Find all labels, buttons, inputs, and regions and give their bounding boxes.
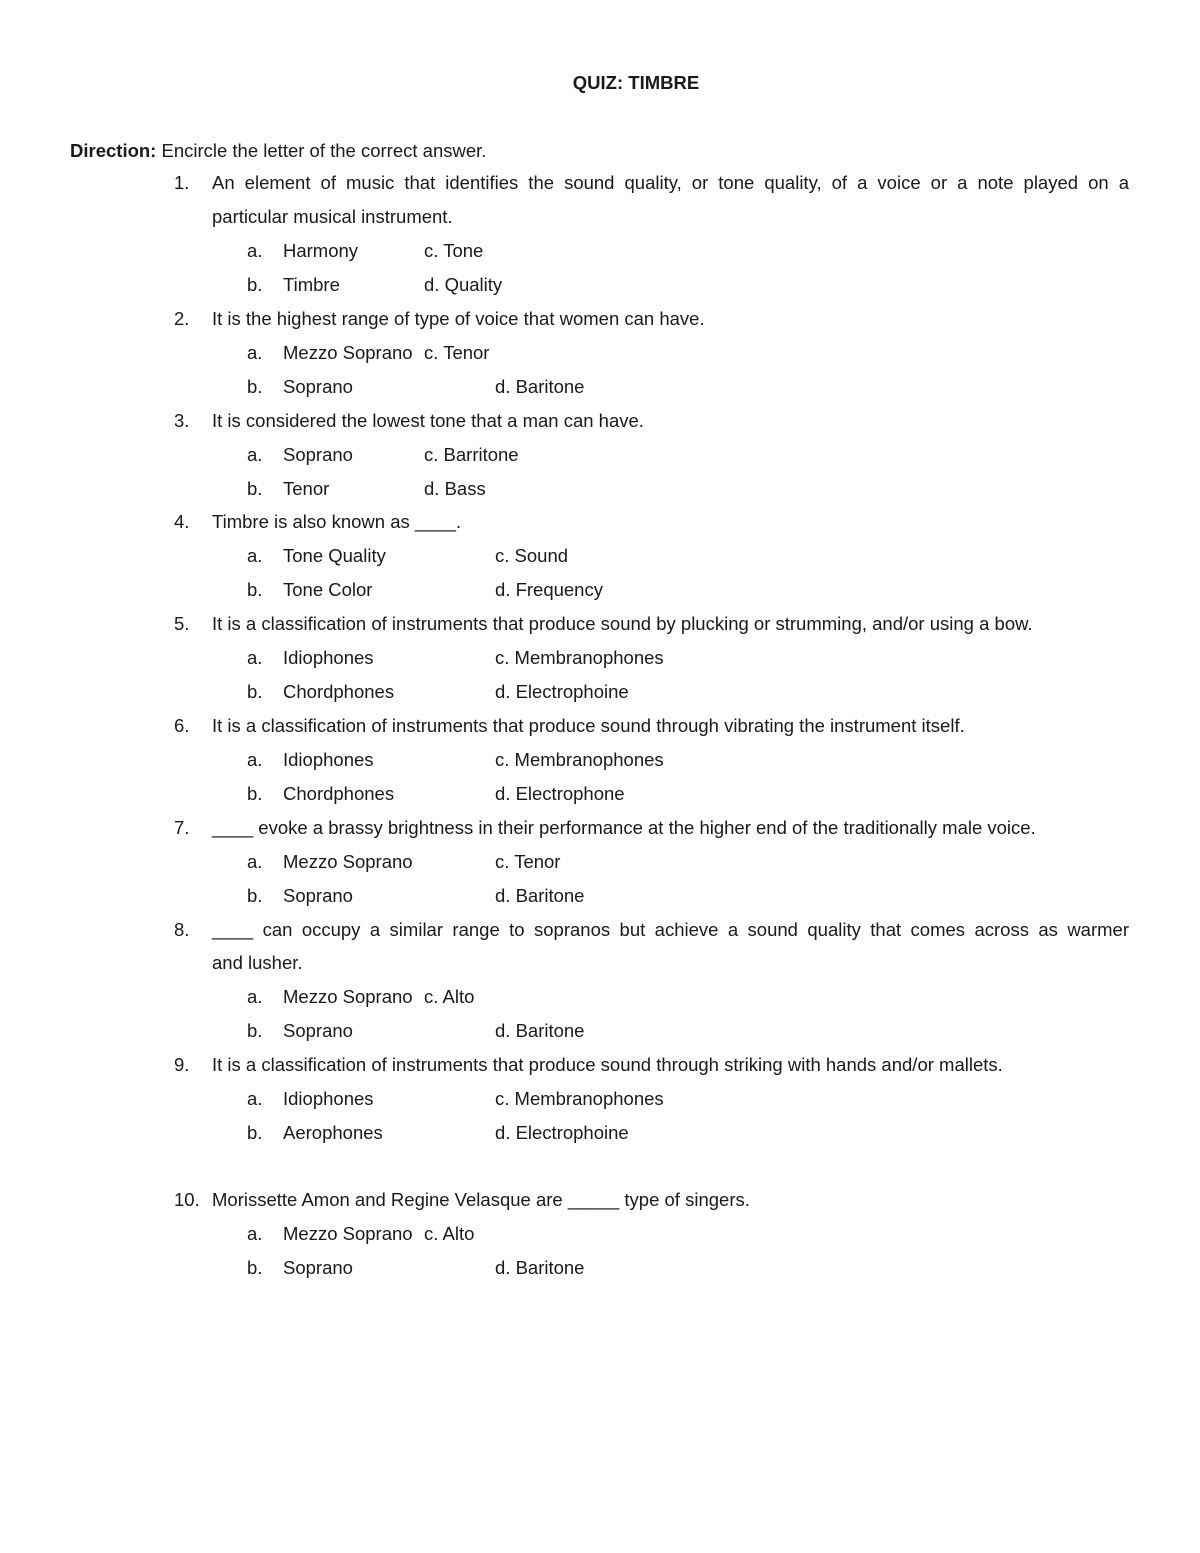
option-text: Soprano: [283, 1257, 353, 1278]
option-text: Mezzo Soprano: [283, 851, 413, 872]
option-text[interactable]: d. Electrophoine: [495, 1122, 629, 1143]
question-number: 5.: [174, 613, 190, 634]
question-text: It is the highest range of type of voice that women can have.: [212, 308, 705, 329]
option-text: Tone Color: [283, 579, 373, 600]
option-letter[interactable]: b.: [247, 1020, 263, 1041]
question-text: It is considered the lowest tone that a man can have.: [212, 410, 644, 431]
option-letter[interactable]: b.: [247, 579, 263, 600]
question-text: It is a classification of instruments that produce sound by plucking or strumming, and/or using a bow.: [212, 613, 1033, 634]
option-text[interactable]: d. Baritone: [495, 1020, 585, 1041]
option-letter[interactable]: a.: [247, 986, 263, 1007]
option-text: Chordphones: [283, 681, 395, 702]
option-text: Mezzo Soprano: [283, 1223, 413, 1244]
option-letter[interactable]: b.: [247, 1257, 263, 1278]
question-text: particular musical instrument.: [212, 206, 453, 227]
question-number: 1.: [174, 172, 190, 193]
question-number: 3.: [174, 410, 190, 431]
question-text: Timbre is also known as ____.: [212, 511, 462, 532]
option-text: Timbre: [283, 274, 340, 295]
option-text: Mezzo Soprano: [283, 342, 413, 363]
option-text: Soprano: [283, 885, 353, 906]
option-text[interactable]: d. Frequency: [495, 579, 603, 600]
page-title: QUIZ: TIMBRE: [572, 72, 700, 93]
question-text: It is a classification of instruments that produce sound through vibrating the instrument itself.: [212, 715, 965, 736]
option-text: Idiophones: [283, 1088, 374, 1109]
option-text[interactable]: c. Tenor: [424, 342, 490, 363]
option-text: Idiophones: [283, 749, 374, 770]
option-text[interactable]: c. Membranophones: [495, 647, 664, 668]
option-letter[interactable]: b.: [247, 1122, 263, 1143]
option-letter[interactable]: a.: [247, 240, 263, 261]
option-text[interactable]: d. Baritone: [495, 1257, 585, 1278]
direction-text: Encircle the letter of the correct answer.: [161, 140, 487, 161]
option-text[interactable]: c. Sound: [495, 545, 569, 566]
option-text: Soprano: [283, 376, 353, 397]
option-text[interactable]: d. Baritone: [495, 376, 585, 397]
question-text: ____ can occupy a similar range to sopranos but achieve a sound quality that comes across as warmer: [212, 919, 1129, 940]
option-text[interactable]: c. Membranophones: [495, 749, 664, 770]
question-number: 6.: [174, 715, 190, 736]
option-letter[interactable]: b.: [247, 478, 263, 499]
question-text: Morissette Amon and Regine Velasque are _____ type of singers.: [212, 1189, 750, 1210]
question-text: ____ evoke a brassy brightness in their performance at the higher end of the traditionally male voice.: [212, 817, 1036, 838]
option-text: Tenor: [283, 478, 330, 499]
option-letter[interactable]: a.: [247, 342, 263, 363]
option-letter[interactable]: b.: [247, 681, 263, 702]
option-text[interactable]: c. Barritone: [424, 444, 519, 465]
option-letter[interactable]: a.: [247, 647, 263, 668]
question-number: 4.: [174, 511, 190, 532]
option-text[interactable]: d. Quality: [424, 274, 503, 295]
option-letter[interactable]: a.: [247, 545, 263, 566]
option-letter[interactable]: a.: [247, 1223, 263, 1244]
option-letter[interactable]: a.: [247, 1088, 263, 1109]
option-letter[interactable]: b.: [247, 783, 263, 804]
option-text: Harmony: [283, 240, 359, 261]
option-text: Soprano: [283, 1020, 353, 1041]
question-text: and lusher.: [212, 952, 303, 973]
question-number: 9.: [174, 1054, 190, 1075]
question-number: 10.: [174, 1189, 200, 1210]
question-number: 8.: [174, 919, 190, 940]
direction-label: Direction:: [70, 140, 157, 161]
option-letter[interactable]: a.: [247, 749, 263, 770]
option-text[interactable]: c. Alto: [424, 986, 475, 1007]
option-letter[interactable]: b.: [247, 274, 263, 295]
option-text: Aerophones: [283, 1122, 383, 1143]
option-letter[interactable]: a.: [247, 444, 263, 465]
question-number: 2.: [174, 308, 190, 329]
direction-line: [70, 140, 486, 162]
option-text[interactable]: c. Tone: [424, 240, 484, 261]
question-number: 7.: [174, 817, 190, 838]
option-text[interactable]: d. Baritone: [495, 885, 585, 906]
option-text[interactable]: c. Tenor: [495, 851, 561, 872]
question-text: An element of music that identifies the sound quality, or tone quality, of a voice or a note played on a: [212, 172, 1129, 193]
option-text[interactable]: c. Alto: [424, 1223, 475, 1244]
option-text[interactable]: d. Bass: [424, 478, 486, 499]
option-text[interactable]: d. Electrophone: [495, 783, 625, 804]
option-letter[interactable]: b.: [247, 885, 263, 906]
option-text: Idiophones: [283, 647, 374, 668]
option-letter[interactable]: b.: [247, 376, 263, 397]
question-text: It is a classification of instruments that produce sound through striking with hands and/or mallets.: [212, 1054, 1003, 1075]
option-text: Tone Quality: [283, 545, 386, 566]
option-letter[interactable]: a.: [247, 851, 263, 872]
option-text[interactable]: d. Electrophoine: [495, 681, 629, 702]
option-text: Mezzo Soprano: [283, 986, 413, 1007]
option-text: Soprano: [283, 444, 353, 465]
option-text[interactable]: c. Membranophones: [495, 1088, 664, 1109]
option-text: Chordphones: [283, 783, 395, 804]
